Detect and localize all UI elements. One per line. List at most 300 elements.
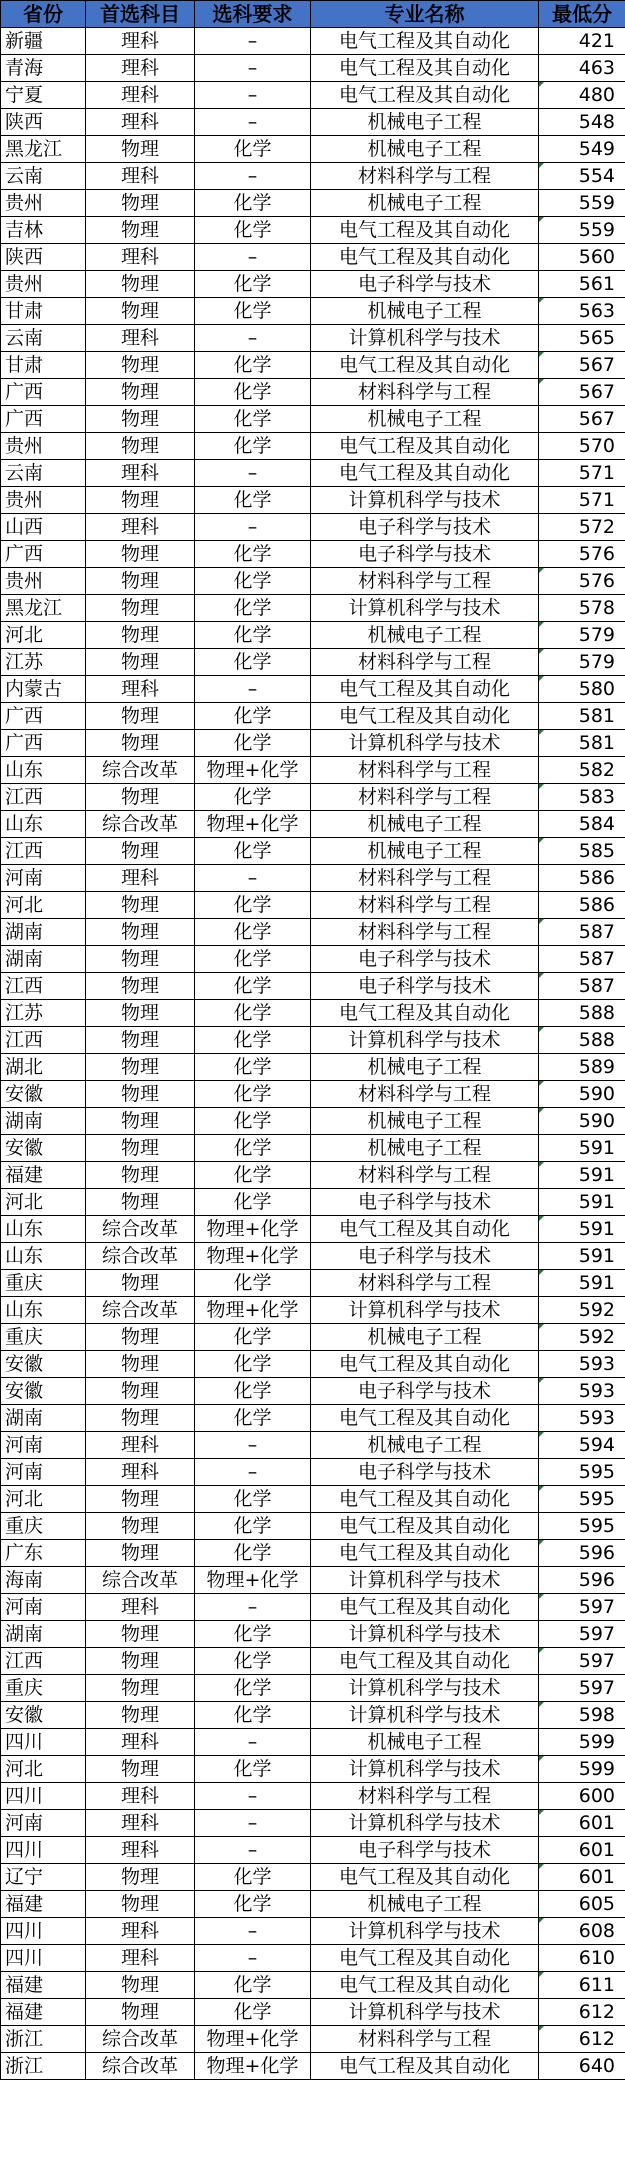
subject-requirement-cell: – bbox=[195, 244, 311, 271]
min-score-cell: 595 bbox=[539, 1459, 625, 1486]
min-score-cell: 610 bbox=[539, 1945, 625, 1972]
major-name-cell: 机械电子工程 bbox=[311, 1729, 539, 1756]
table-row bbox=[1, 757, 625, 784]
first-subject-cell: 物理 bbox=[86, 190, 195, 217]
province-cell: 安徽 bbox=[1, 1702, 86, 1729]
min-score-cell: 601 bbox=[539, 1864, 625, 1891]
table-header bbox=[1, 1, 625, 28]
min-score-cell: 592 bbox=[539, 1324, 625, 1351]
min-score-cell: 597 bbox=[539, 1621, 625, 1648]
table-row bbox=[1, 163, 625, 190]
subject-requirement-cell: – bbox=[195, 1729, 311, 1756]
province-cell: 云南 bbox=[1, 460, 86, 487]
first-subject-cell: 物理 bbox=[86, 1081, 195, 1108]
major-name-cell: 机械电子工程 bbox=[311, 622, 539, 649]
province-cell: 重庆 bbox=[1, 1270, 86, 1297]
subject-requirement-cell: – bbox=[195, 1783, 311, 1810]
first-subject-cell: 理科 bbox=[86, 514, 195, 541]
subject-requirement-cell: 化学 bbox=[195, 1378, 311, 1405]
table-row bbox=[1, 1405, 625, 1432]
min-score-cell: 549 bbox=[539, 136, 625, 163]
major-name-cell: 电气工程及其自动化 bbox=[311, 676, 539, 703]
table-row bbox=[1, 1675, 625, 1702]
province-cell: 江西 bbox=[1, 1027, 86, 1054]
first-subject-cell: 综合改革 bbox=[86, 757, 195, 784]
subject-requirement-cell: 化学 bbox=[195, 1486, 311, 1513]
subject-requirement-cell: 化学 bbox=[195, 1351, 311, 1378]
province-cell: 云南 bbox=[1, 163, 86, 190]
major-name-cell: 计算机科学与技术 bbox=[311, 1621, 539, 1648]
province-cell: 陕西 bbox=[1, 244, 86, 271]
major-name-cell: 电气工程及其自动化 bbox=[311, 1540, 539, 1567]
subject-requirement-cell: – bbox=[195, 1945, 311, 1972]
major-name-cell: 电子科学与技术 bbox=[311, 1243, 539, 1270]
table-row bbox=[1, 1378, 625, 1405]
subject-requirement-cell: 化学 bbox=[195, 649, 311, 676]
first-subject-cell: 物理 bbox=[86, 433, 195, 460]
first-subject-cell: 理科 bbox=[86, 1918, 195, 1945]
table-row bbox=[1, 1648, 625, 1675]
major-name-cell: 机械电子工程 bbox=[311, 811, 539, 838]
major-name-cell: 电子科学与技术 bbox=[311, 1459, 539, 1486]
subject-requirement-cell: 化学 bbox=[195, 1162, 311, 1189]
province-cell: 山东 bbox=[1, 1243, 86, 1270]
first-subject-cell: 理科 bbox=[86, 1459, 195, 1486]
province-cell: 重庆 bbox=[1, 1324, 86, 1351]
first-subject-cell: 物理 bbox=[86, 703, 195, 730]
first-subject-cell: 理科 bbox=[86, 1729, 195, 1756]
major-name-cell: 材料科学与工程 bbox=[311, 649, 539, 676]
province-cell: 湖南 bbox=[1, 946, 86, 973]
subject-requirement-cell: 物理+化学 bbox=[195, 1216, 311, 1243]
subject-requirement-cell: 化学 bbox=[195, 136, 311, 163]
min-score-cell: 589 bbox=[539, 1054, 625, 1081]
major-name-cell: 计算机科学与技术 bbox=[311, 1297, 539, 1324]
province-cell: 甘肃 bbox=[1, 352, 86, 379]
subject-requirement-cell: 物理+化学 bbox=[195, 1243, 311, 1270]
subject-requirement-cell: 化学 bbox=[195, 622, 311, 649]
major-name-cell: 机械电子工程 bbox=[311, 1324, 539, 1351]
min-score-cell: 598 bbox=[539, 1702, 625, 1729]
min-score-cell: 581 bbox=[539, 703, 625, 730]
first-subject-cell: 物理 bbox=[86, 352, 195, 379]
major-name-cell: 电子科学与技术 bbox=[311, 973, 539, 1000]
first-subject-cell: 物理 bbox=[86, 973, 195, 1000]
table-row bbox=[1, 55, 625, 82]
table-row bbox=[1, 1891, 625, 1918]
min-score-cell: 567 bbox=[539, 352, 625, 379]
subject-requirement-cell: 化学 bbox=[195, 784, 311, 811]
table-row bbox=[1, 1945, 625, 1972]
major-name-cell: 机械电子工程 bbox=[311, 838, 539, 865]
first-subject-cell: 物理 bbox=[86, 1999, 195, 2026]
subject-requirement-cell: 物理+化学 bbox=[195, 1297, 311, 1324]
first-subject-cell: 物理 bbox=[86, 1351, 195, 1378]
province-cell: 河南 bbox=[1, 1810, 86, 1837]
major-name-cell: 机械电子工程 bbox=[311, 406, 539, 433]
major-name-cell: 材料科学与工程 bbox=[311, 163, 539, 190]
min-score-cell: 480 bbox=[539, 82, 625, 109]
table-row bbox=[1, 892, 625, 919]
first-subject-cell: 物理 bbox=[86, 217, 195, 244]
major-name-cell: 电气工程及其自动化 bbox=[311, 1486, 539, 1513]
province-cell: 安徽 bbox=[1, 1081, 86, 1108]
major-name-cell: 材料科学与工程 bbox=[311, 1783, 539, 1810]
province-cell: 重庆 bbox=[1, 1513, 86, 1540]
first-subject-cell: 理科 bbox=[86, 1810, 195, 1837]
subject-requirement-cell: 化学 bbox=[195, 1540, 311, 1567]
min-score-cell: 576 bbox=[539, 568, 625, 595]
first-subject-cell: 物理 bbox=[86, 1621, 195, 1648]
table-row bbox=[1, 649, 625, 676]
table-row bbox=[1, 1837, 625, 1864]
subject-requirement-cell: 化学 bbox=[195, 1999, 311, 2026]
subject-requirement-cell: – bbox=[195, 1810, 311, 1837]
min-score-cell: 640 bbox=[539, 2053, 625, 2080]
min-score-cell: 600 bbox=[539, 1783, 625, 1810]
subject-requirement-cell: 化学 bbox=[195, 1027, 311, 1054]
table-row bbox=[1, 1702, 625, 1729]
min-score-cell: 587 bbox=[539, 946, 625, 973]
major-name-cell: 电气工程及其自动化 bbox=[311, 1864, 539, 1891]
table-row bbox=[1, 1108, 625, 1135]
province-cell: 湖南 bbox=[1, 1405, 86, 1432]
table-row bbox=[1, 82, 625, 109]
table-row bbox=[1, 109, 625, 136]
subject-requirement-cell: 化学 bbox=[195, 1135, 311, 1162]
min-score-cell: 593 bbox=[539, 1405, 625, 1432]
major-name-cell: 机械电子工程 bbox=[311, 1054, 539, 1081]
table-row bbox=[1, 514, 625, 541]
province-cell: 山东 bbox=[1, 1297, 86, 1324]
subject-requirement-cell: 化学 bbox=[195, 568, 311, 595]
table-row bbox=[1, 1054, 625, 1081]
major-name-cell: 电气工程及其自动化 bbox=[311, 703, 539, 730]
province-cell: 湖南 bbox=[1, 1621, 86, 1648]
province-cell: 江西 bbox=[1, 838, 86, 865]
major-name-cell: 机械电子工程 bbox=[311, 1432, 539, 1459]
province-cell: 江苏 bbox=[1, 649, 86, 676]
table-row bbox=[1, 703, 625, 730]
province-cell: 河南 bbox=[1, 1594, 86, 1621]
subject-requirement-cell: 化学 bbox=[195, 1513, 311, 1540]
first-subject-cell: 理科 bbox=[86, 1432, 195, 1459]
province-cell: 海南 bbox=[1, 1567, 86, 1594]
table-body bbox=[1, 28, 625, 2080]
major-name-cell: 材料科学与工程 bbox=[311, 2026, 539, 2053]
first-subject-cell: 理科 bbox=[86, 325, 195, 352]
major-name-cell: 电气工程及其自动化 bbox=[311, 1216, 539, 1243]
subject-requirement-cell: 化学 bbox=[195, 1864, 311, 1891]
province-cell: 青海 bbox=[1, 55, 86, 82]
table-row bbox=[1, 244, 625, 271]
province-cell: 黑龙江 bbox=[1, 595, 86, 622]
subject-requirement-cell: 化学 bbox=[195, 379, 311, 406]
first-subject-cell: 理科 bbox=[86, 244, 195, 271]
min-score-cell: 597 bbox=[539, 1648, 625, 1675]
first-subject-cell: 物理 bbox=[86, 919, 195, 946]
province-cell: 云南 bbox=[1, 325, 86, 352]
table-row bbox=[1, 136, 625, 163]
table-row bbox=[1, 217, 625, 244]
province-cell: 河南 bbox=[1, 865, 86, 892]
first-subject-cell: 理科 bbox=[86, 163, 195, 190]
province-cell: 广西 bbox=[1, 379, 86, 406]
min-score-cell: 572 bbox=[539, 514, 625, 541]
province-cell: 江苏 bbox=[1, 1000, 86, 1027]
province-cell: 贵州 bbox=[1, 271, 86, 298]
major-name-cell: 电子科学与技术 bbox=[311, 946, 539, 973]
province-cell: 黑龙江 bbox=[1, 136, 86, 163]
major-name-cell: 材料科学与工程 bbox=[311, 568, 539, 595]
province-cell: 吉林 bbox=[1, 217, 86, 244]
province-cell: 山东 bbox=[1, 757, 86, 784]
min-score-cell: 421 bbox=[539, 28, 625, 55]
major-name-cell: 电气工程及其自动化 bbox=[311, 1972, 539, 1999]
major-name-cell: 电子科学与技术 bbox=[311, 1378, 539, 1405]
subject-requirement-cell: 物理+化学 bbox=[195, 2053, 311, 2080]
subject-requirement-cell: 化学 bbox=[195, 1108, 311, 1135]
table-row bbox=[1, 298, 625, 325]
first-subject-cell: 物理 bbox=[86, 1054, 195, 1081]
major-name-cell: 材料科学与工程 bbox=[311, 1162, 539, 1189]
province-cell: 河北 bbox=[1, 1756, 86, 1783]
first-subject-cell: 物理 bbox=[86, 1756, 195, 1783]
min-score-cell: 567 bbox=[539, 406, 625, 433]
table-row bbox=[1, 2026, 625, 2053]
min-score-cell: 591 bbox=[539, 1243, 625, 1270]
first-subject-cell: 综合改革 bbox=[86, 811, 195, 838]
min-score-cell: 587 bbox=[539, 919, 625, 946]
first-subject-cell: 物理 bbox=[86, 1540, 195, 1567]
min-score-cell: 582 bbox=[539, 757, 625, 784]
first-subject-cell: 物理 bbox=[86, 730, 195, 757]
subject-requirement-cell: 化学 bbox=[195, 1270, 311, 1297]
min-score-cell: 591 bbox=[539, 1189, 625, 1216]
min-score-cell: 586 bbox=[539, 865, 625, 892]
min-score-cell: 560 bbox=[539, 244, 625, 271]
min-score-cell: 585 bbox=[539, 838, 625, 865]
subject-requirement-cell: 化学 bbox=[195, 1648, 311, 1675]
subject-requirement-cell: – bbox=[195, 82, 311, 109]
table-row bbox=[1, 1459, 625, 1486]
province-cell: 江西 bbox=[1, 1648, 86, 1675]
min-score-cell: 559 bbox=[539, 217, 625, 244]
major-name-cell: 机械电子工程 bbox=[311, 298, 539, 325]
table-row bbox=[1, 1540, 625, 1567]
province-cell: 山西 bbox=[1, 514, 86, 541]
table-row bbox=[1, 1729, 625, 1756]
province-cell: 新疆 bbox=[1, 28, 86, 55]
subject-requirement-cell: 化学 bbox=[195, 1891, 311, 1918]
table-row bbox=[1, 919, 625, 946]
province-cell: 广西 bbox=[1, 730, 86, 757]
first-subject-cell: 物理 bbox=[86, 541, 195, 568]
first-subject-cell: 物理 bbox=[86, 1324, 195, 1351]
province-cell: 广西 bbox=[1, 406, 86, 433]
first-subject-cell: 理科 bbox=[86, 82, 195, 109]
subject-requirement-cell: 物理+化学 bbox=[195, 2026, 311, 2053]
subject-requirement-cell: – bbox=[195, 1837, 311, 1864]
min-score-cell: 596 bbox=[539, 1567, 625, 1594]
first-subject-cell: 物理 bbox=[86, 1162, 195, 1189]
subject-requirement-cell: 化学 bbox=[195, 919, 311, 946]
min-score-cell: 597 bbox=[539, 1594, 625, 1621]
province-cell: 河北 bbox=[1, 622, 86, 649]
major-name-cell: 计算机科学与技术 bbox=[311, 1567, 539, 1594]
min-score-cell: 593 bbox=[539, 1351, 625, 1378]
major-name-cell: 电气工程及其自动化 bbox=[311, 460, 539, 487]
first-subject-cell: 物理 bbox=[86, 1378, 195, 1405]
subject-requirement-cell: – bbox=[195, 28, 311, 55]
table-row bbox=[1, 487, 625, 514]
min-score-cell: 565 bbox=[539, 325, 625, 352]
province-cell: 四川 bbox=[1, 1783, 86, 1810]
first-subject-cell: 物理 bbox=[86, 487, 195, 514]
major-name-cell: 计算机科学与技术 bbox=[311, 1756, 539, 1783]
table-row bbox=[1, 1999, 625, 2026]
min-score-cell: 588 bbox=[539, 1000, 625, 1027]
province-cell: 贵州 bbox=[1, 190, 86, 217]
province-cell: 贵州 bbox=[1, 568, 86, 595]
subject-requirement-cell: 化学 bbox=[195, 433, 311, 460]
min-score-cell: 561 bbox=[539, 271, 625, 298]
table-row bbox=[1, 1351, 625, 1378]
province-cell: 广东 bbox=[1, 1540, 86, 1567]
min-score-cell: 605 bbox=[539, 1891, 625, 1918]
min-score-cell: 608 bbox=[539, 1918, 625, 1945]
province-cell: 四川 bbox=[1, 1945, 86, 1972]
subject-requirement-cell: 化学 bbox=[195, 298, 311, 325]
table-row bbox=[1, 973, 625, 1000]
min-score-cell: 611 bbox=[539, 1972, 625, 1999]
province-cell: 福建 bbox=[1, 1972, 86, 1999]
province-cell: 广西 bbox=[1, 703, 86, 730]
table-row bbox=[1, 1972, 625, 1999]
first-subject-cell: 物理 bbox=[86, 298, 195, 325]
min-score-cell: 599 bbox=[539, 1756, 625, 1783]
table-row bbox=[1, 1135, 625, 1162]
first-subject-cell: 物理 bbox=[86, 379, 195, 406]
min-score-cell: 612 bbox=[539, 2026, 625, 2053]
major-name-cell: 计算机科学与技术 bbox=[311, 1702, 539, 1729]
table-row bbox=[1, 1756, 625, 1783]
first-subject-cell: 理科 bbox=[86, 55, 195, 82]
province-cell: 河北 bbox=[1, 1189, 86, 1216]
subject-requirement-cell: – bbox=[195, 676, 311, 703]
first-subject-cell: 物理 bbox=[86, 271, 195, 298]
table-row bbox=[1, 325, 625, 352]
major-name-cell: 电子科学与技术 bbox=[311, 1189, 539, 1216]
subject-requirement-cell: 化学 bbox=[195, 946, 311, 973]
major-name-cell: 电气工程及其自动化 bbox=[311, 1513, 539, 1540]
province-cell: 内蒙古 bbox=[1, 676, 86, 703]
subject-requirement-cell: – bbox=[195, 514, 311, 541]
min-score-cell: 571 bbox=[539, 487, 625, 514]
table-row bbox=[1, 1189, 625, 1216]
subject-requirement-cell: 化学 bbox=[195, 1054, 311, 1081]
major-name-cell: 电气工程及其自动化 bbox=[311, 2053, 539, 2080]
first-subject-cell: 理科 bbox=[86, 1945, 195, 1972]
subject-requirement-cell: 化学 bbox=[195, 1621, 311, 1648]
table-row bbox=[1, 622, 625, 649]
first-subject-cell: 物理 bbox=[86, 1675, 195, 1702]
major-name-cell: 电气工程及其自动化 bbox=[311, 352, 539, 379]
table-row bbox=[1, 1567, 625, 1594]
first-subject-cell: 理科 bbox=[86, 28, 195, 55]
subject-requirement-cell: 化学 bbox=[195, 1081, 311, 1108]
min-score-cell: 597 bbox=[539, 1675, 625, 1702]
major-name-cell: 机械电子工程 bbox=[311, 190, 539, 217]
min-score-cell: 591 bbox=[539, 1270, 625, 1297]
major-name-cell: 电气工程及其自动化 bbox=[311, 1945, 539, 1972]
province-cell: 湖北 bbox=[1, 1054, 86, 1081]
province-cell: 福建 bbox=[1, 1162, 86, 1189]
min-score-cell: 601 bbox=[539, 1837, 625, 1864]
province-cell: 山东 bbox=[1, 1216, 86, 1243]
min-score-cell: 580 bbox=[539, 676, 625, 703]
table-row bbox=[1, 190, 625, 217]
table-row bbox=[1, 1000, 625, 1027]
major-name-cell: 机械电子工程 bbox=[311, 1108, 539, 1135]
first-subject-cell: 物理 bbox=[86, 892, 195, 919]
table-row bbox=[1, 865, 625, 892]
table-row bbox=[1, 1297, 625, 1324]
min-score-cell: 563 bbox=[539, 298, 625, 325]
major-name-cell: 材料科学与工程 bbox=[311, 1081, 539, 1108]
subject-requirement-cell: 化学 bbox=[195, 1756, 311, 1783]
province-cell: 福建 bbox=[1, 1999, 86, 2026]
first-subject-cell: 物理 bbox=[86, 1702, 195, 1729]
major-name-cell: 电气工程及其自动化 bbox=[311, 55, 539, 82]
min-score-cell: 548 bbox=[539, 109, 625, 136]
first-subject-cell: 物理 bbox=[86, 1864, 195, 1891]
subject-requirement-cell: – bbox=[195, 1459, 311, 1486]
subject-requirement-cell: 物理+化学 bbox=[195, 757, 311, 784]
min-score-cell: 591 bbox=[539, 1135, 625, 1162]
major-name-cell: 电子科学与技术 bbox=[311, 1837, 539, 1864]
subject-requirement-cell: 化学 bbox=[195, 217, 311, 244]
table-row bbox=[1, 1216, 625, 1243]
major-name-cell: 电子科学与技术 bbox=[311, 541, 539, 568]
province-cell: 河南 bbox=[1, 1459, 86, 1486]
first-subject-cell: 物理 bbox=[86, 784, 195, 811]
first-subject-cell: 物理 bbox=[86, 1891, 195, 1918]
subject-requirement-cell: 物理+化学 bbox=[195, 1567, 311, 1594]
first-subject-cell: 物理 bbox=[86, 406, 195, 433]
first-subject-cell: 综合改革 bbox=[86, 1216, 195, 1243]
first-subject-cell: 物理 bbox=[86, 136, 195, 163]
min-score-cell: 587 bbox=[539, 973, 625, 1000]
first-subject-cell: 理科 bbox=[86, 1837, 195, 1864]
min-score-cell: 579 bbox=[539, 649, 625, 676]
table-row bbox=[1, 1162, 625, 1189]
subject-requirement-cell: 化学 bbox=[195, 1675, 311, 1702]
header-row bbox=[1, 1, 625, 28]
major-name-cell: 机械电子工程 bbox=[311, 1891, 539, 1918]
major-name-cell: 计算机科学与技术 bbox=[311, 1027, 539, 1054]
table-row bbox=[1, 271, 625, 298]
table-row bbox=[1, 2053, 625, 2080]
header-first-subject: 首选科目 bbox=[86, 1, 195, 28]
major-name-cell: 电气工程及其自动化 bbox=[311, 1648, 539, 1675]
first-subject-cell: 理科 bbox=[86, 676, 195, 703]
table-row bbox=[1, 1918, 625, 1945]
first-subject-cell: 物理 bbox=[86, 1108, 195, 1135]
header-province: 省份 bbox=[1, 1, 86, 28]
province-cell: 贵州 bbox=[1, 433, 86, 460]
first-subject-cell: 物理 bbox=[86, 1270, 195, 1297]
